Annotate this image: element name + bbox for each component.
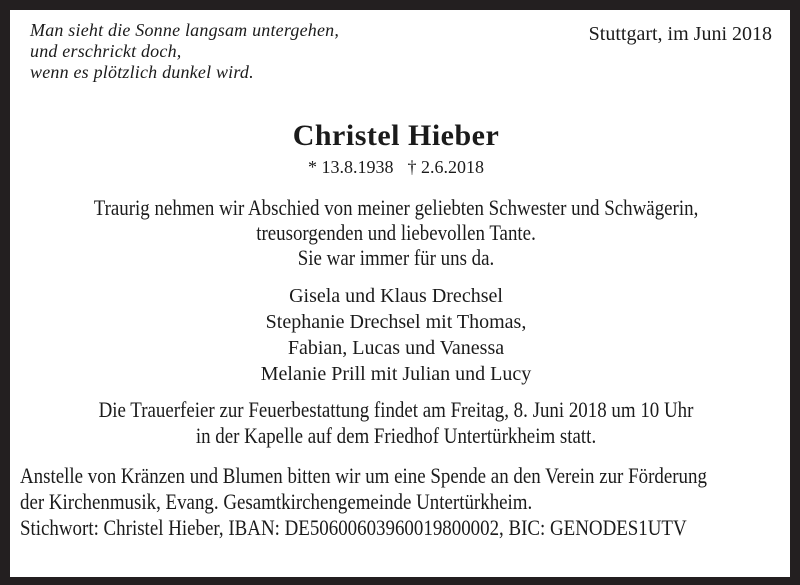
intro-line: treusorgenden und liebevollen Tante.: [256, 220, 536, 245]
service-info: [73, 397, 720, 449]
birth-date: * 13.8.1938: [308, 157, 394, 177]
dateline: Stuttgart, im Juni 2018: [588, 23, 772, 45]
intro-paragraph: [73, 195, 720, 270]
obituary-content: [10, 10, 790, 577]
donation-line: der Kirchenmusik, Evang. Gesamtkirchengemeinde Untertürkheim.: [20, 489, 533, 514]
family-line: Melanie Prill mit Julian und Lucy: [260, 363, 532, 385]
family-line: Gisela und Klaus Drechsel: [289, 285, 503, 307]
poem-line: und erschrickt doch,: [30, 41, 182, 61]
family-line: Stephanie Drechsel mit Thomas,: [265, 311, 527, 333]
donation-line: Stichwort: Christel Hieber, IBAN: DE50600603960019800002, BIC: GENODES1UTV: [20, 515, 687, 540]
intro-line: Traurig nehmen wir Abschied von meiner geliebten Schwester und Schwägerin,: [93, 195, 699, 220]
poem-line: Man sieht die Sonne langsam untergehen,: [30, 20, 340, 40]
deceased-name: Christel Hieber: [292, 119, 500, 152]
donation-line: Anstelle von Kränzen und Blumen bitten wir um eine Spende an den Verein zur Förderung: [20, 463, 707, 488]
poem-line: wenn es plötzlich dunkel wird.: [30, 62, 254, 82]
header-row: [20, 20, 772, 83]
donation-info: [20, 463, 707, 541]
intro-line: Sie war immer für uns da.: [297, 245, 495, 270]
service-line: in der Kapelle auf dem Friedhof Untertürkheim statt.: [195, 423, 597, 448]
life-dates: [20, 157, 772, 178]
poem: [20, 20, 339, 83]
family-line: Fabian, Lucas und Vanessa: [287, 337, 505, 359]
family-names: [20, 283, 772, 387]
death-date: † 2.6.2018: [407, 157, 484, 177]
service-line: Die Trauerfeier zur Feuerbestattung findet am Freitag, 8. Juni 2018 um 10 Uhr: [98, 397, 694, 422]
